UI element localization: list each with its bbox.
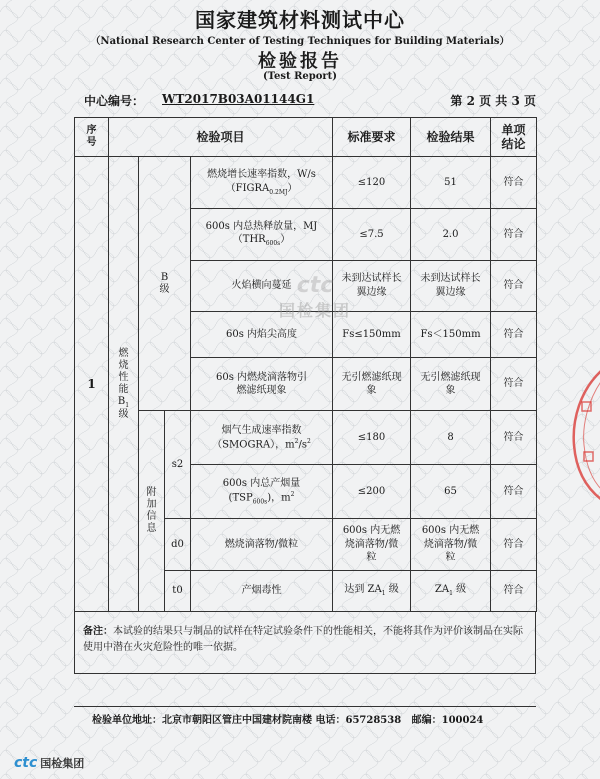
item-cell: 60s 内燃烧滴落物引燃滤纸现象 [191,357,333,411]
test-results-table [74,117,537,612]
subgroup-cell: t0 [165,570,191,611]
subgroup-cell: d0 [165,518,191,570]
standard-cell: ≤200 [333,465,411,519]
item-cell: 燃烧增长速率指数，W/s $(FIGRA_{0.2MJ})$ [191,157,333,209]
conclusion-cell: 符合 [491,518,537,570]
standard-cell: Fs≤150mm [333,312,411,357]
center-code-value: WT2017B03A01144G1 [162,92,315,106]
brand-logo-block [14,755,84,771]
result-cell: 51 [411,157,491,209]
remarks-label: 备注： [83,626,113,637]
header-conclusion: 单项结论 [501,122,526,152]
item-cell: 燃烧滴落物/微粒 [191,518,333,570]
item-cell: 600s 内总热释放量，MJ $(THR_{600s})$ [191,208,333,260]
table-row [75,157,537,209]
postcode-label: 邮编： [411,715,442,726]
category-label: 燃烧性能 [118,347,129,395]
header-seq: 序号 [86,125,97,149]
header-item: 检验项目 [109,118,333,157]
table-header-row [75,118,537,157]
watermark-logo-icon: ctc [296,273,334,298]
footer-divider [74,706,536,707]
result-cell: 未到达试样长翼边缘 [411,260,491,312]
seq-cell: 1 [75,157,109,612]
center-code-label: 中心编号： [84,94,145,108]
result-cell: 600s 内无燃烧滴落物/微粒 [411,518,491,570]
group-extra-cell [139,411,165,612]
address-label: 检验单位地址： [92,715,162,726]
watermark-name: 国检集团 [278,301,351,320]
center-name-en: （National Research Center of Testing Techniques for Building Materials） [90,36,510,47]
conclusion-cell: 符合 [491,465,537,519]
header-result: 检验结果 [411,118,491,157]
group-b-cell [139,157,191,411]
subgroup-cell: s2 [165,411,191,518]
footer-address-line [92,711,483,726]
remarks-box [74,612,536,674]
standard-cell: 600s 内无燃烧滴落物/微粒 [333,518,411,570]
item-cell: 60s 内焰尖高度 [191,312,333,357]
conclusion-cell: 符合 [491,357,537,411]
standard-cell: ≤120 [333,157,411,209]
item-cell: 火焰横向蔓延 [191,260,333,312]
conclusion-cell: 符合 [491,260,537,312]
category-grade-suffix: 级 [118,408,129,420]
red-seal-stamp-icon [562,370,600,500]
category-cell [109,157,139,612]
conclusion-cell: 符合 [491,411,537,465]
postcode-value: 100024 [441,715,484,726]
item-cell: 产烟毒性 [191,570,333,611]
standard-cell: ≤7.5 [333,208,411,260]
standard-cell: 无引燃滤纸现象 [333,357,411,411]
standard-cell: 未到达试样长翼边缘 [333,260,411,312]
page-info: 第 2 页 共 3 页 [450,94,536,108]
result-cell: 8 [411,411,491,465]
phone-label: 电话： [315,715,346,726]
table-row [75,411,537,465]
address-value: 北京市朝阳区管庄中国建材院南楼 [162,715,312,726]
result-cell: 65 [411,465,491,519]
result-cell: 无引燃滤纸现象 [411,357,491,411]
result-cell: 2.0 [411,208,491,260]
conclusion-cell: 符合 [491,208,537,260]
result-cell: $ZA_1$ 级 [411,570,491,611]
group-b-label: B级 [159,271,170,295]
item-cell: 烟气生成速率指数 （SMOGRA），$m^2/s^2$ [191,411,333,465]
ctc-logo-icon: ctc [14,755,38,771]
remarks-text: 本试验的结果只与制品的试样在特定试验条件下的性能相关，不能将其作为评价该制品在实际使用中潜在火灾危险性的唯一依据。 [83,626,523,653]
group-extra-label: 附加信息 [146,487,157,535]
report-title-cn: 检验报告 [258,51,342,72]
phone-value: 65728538 [345,715,402,726]
standard-cell: 达到 $ZA_1$ 级 [333,570,411,611]
standard-cell: ≤180 [333,411,411,465]
center-name-cn: 国家建筑材料测试中心 [195,8,405,32]
report-title-en: (Test Report) [262,71,338,82]
header-standard: 标准要求 [333,118,411,157]
result-cell: Fs＜150mm [411,312,491,357]
conclusion-cell: 符合 [491,312,537,357]
brand-name: 国检集团 [40,757,85,770]
category-grade: $B_1$ [117,395,130,409]
item-cell: 600s 内总产烟量 $(TSP_{600s})$，$m^2$ [191,465,333,519]
conclusion-cell: 符合 [491,570,537,611]
conclusion-cell: 符合 [491,157,537,209]
